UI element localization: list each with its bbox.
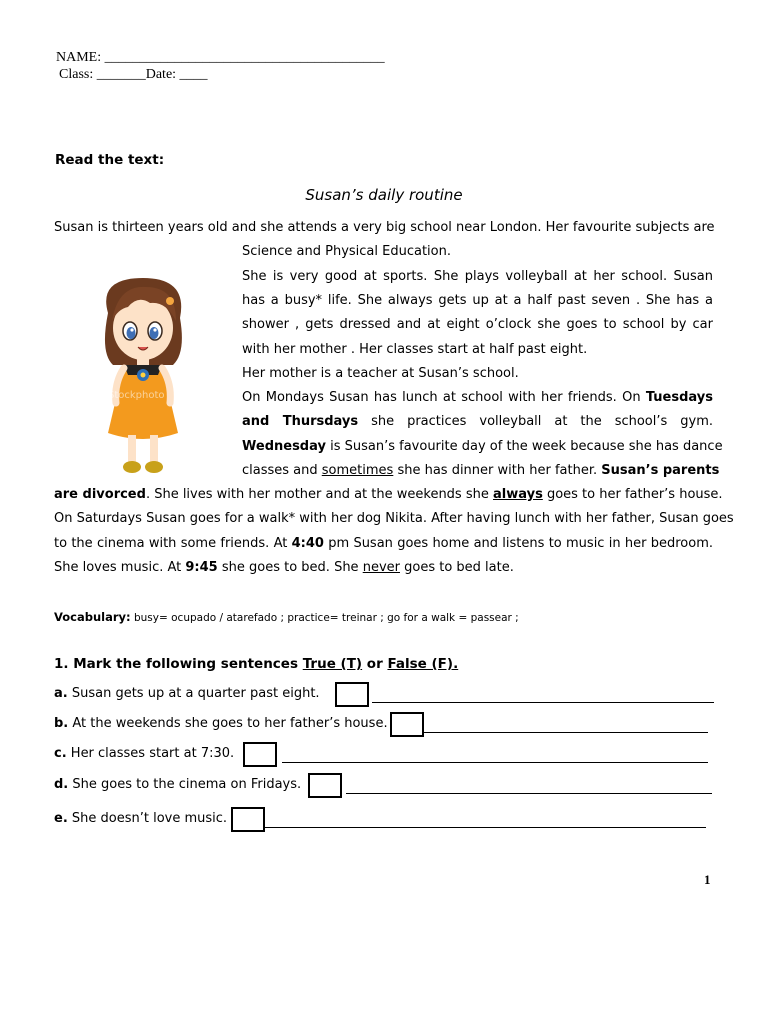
text-line: She loves music. At 9:45 she goes to bed. She never goes to bed late. (54, 560, 514, 575)
class-date-field-label: Class: _______Date: ____ (59, 67, 208, 82)
exercise-item-label: e. She doesn’t love music. (54, 811, 228, 826)
exercise-item-label: c. Her classes start at 7:30. (54, 746, 235, 761)
exercise-item-label: b. At the weekends she goes to her father’s house. (54, 716, 388, 731)
text-line: Her mother is a teacher at Susan’s school. (242, 366, 519, 381)
text-line: has a busy* life. She always gets up at a half past seven . She has a (242, 293, 713, 308)
answer-box[interactable] (335, 682, 369, 707)
exercise-item-label: a. Susan gets up at a quarter past eight. (54, 686, 320, 701)
name-field-label: NAME: ________________________________________ (56, 50, 385, 65)
answer-line[interactable] (372, 702, 714, 703)
vocabulary-line: Vocabulary: busy= ocupado / atarefado ; practice= treinar ; go for a walk = passear ; (54, 610, 519, 624)
answer-line[interactable] (424, 732, 708, 733)
girl-illustration (88, 273, 198, 483)
exercise-title: 1. Mark the following sentences True (T) or False (F). (54, 656, 459, 672)
page-number: 1 (704, 872, 711, 887)
exercise-item-label: d. She goes to the cinema on Fridays. (54, 777, 302, 792)
text-line: shower , gets dressed and at eight o’clock she goes to school by car (242, 317, 713, 332)
text-line: with her mother . Her classes start at half past eight. (242, 342, 588, 357)
exercise-item-b (54, 712, 714, 738)
text-line: Wednesday is Susan’s favourite day of the week because she has dance (242, 439, 723, 454)
text-line: and Thursdays she practices volleyball at the school’s gym. (242, 414, 713, 429)
watermark: Stockphoto (108, 390, 165, 401)
text-line: to the cinema with some friends. At 4:40 pm Susan goes home and listens to music in her bedroom. (54, 536, 713, 551)
answer-box[interactable] (390, 712, 424, 737)
exercise-item-d (54, 773, 714, 799)
text-line: On Mondays Susan has lunch at school with her friends. On Tuesdays (242, 390, 713, 405)
answer-box[interactable] (308, 773, 342, 798)
exercise-item-e (54, 807, 714, 833)
text-line: She is very good at sports. She plays volleyball at her school. Susan (242, 269, 713, 284)
answer-box[interactable] (243, 742, 277, 767)
text-line: Susan is thirteen years old and she attends a very big school near London. Her favourite subjects are (54, 220, 715, 235)
exercise-item-c (54, 742, 714, 768)
answer-box[interactable] (231, 807, 265, 832)
exercise-item-a (54, 682, 714, 708)
answer-line[interactable] (263, 827, 706, 828)
text-line: On Saturdays Susan goes for a walk* with her dog Nikita. After having lunch with her father, Susan goes (54, 511, 734, 526)
text-line: classes and sometimes she has dinner with her father. Susan’s parents (242, 463, 720, 478)
instruction-heading: Read the text: (55, 152, 165, 168)
answer-line[interactable] (346, 793, 712, 794)
text-title: Susan’s daily routine (305, 186, 463, 204)
text-line: Science and Physical Education. (242, 244, 451, 259)
answer-line[interactable] (282, 762, 708, 763)
text-line: are divorced. She lives with her mother and at the weekends she always goes to her father’s house. (54, 487, 723, 502)
